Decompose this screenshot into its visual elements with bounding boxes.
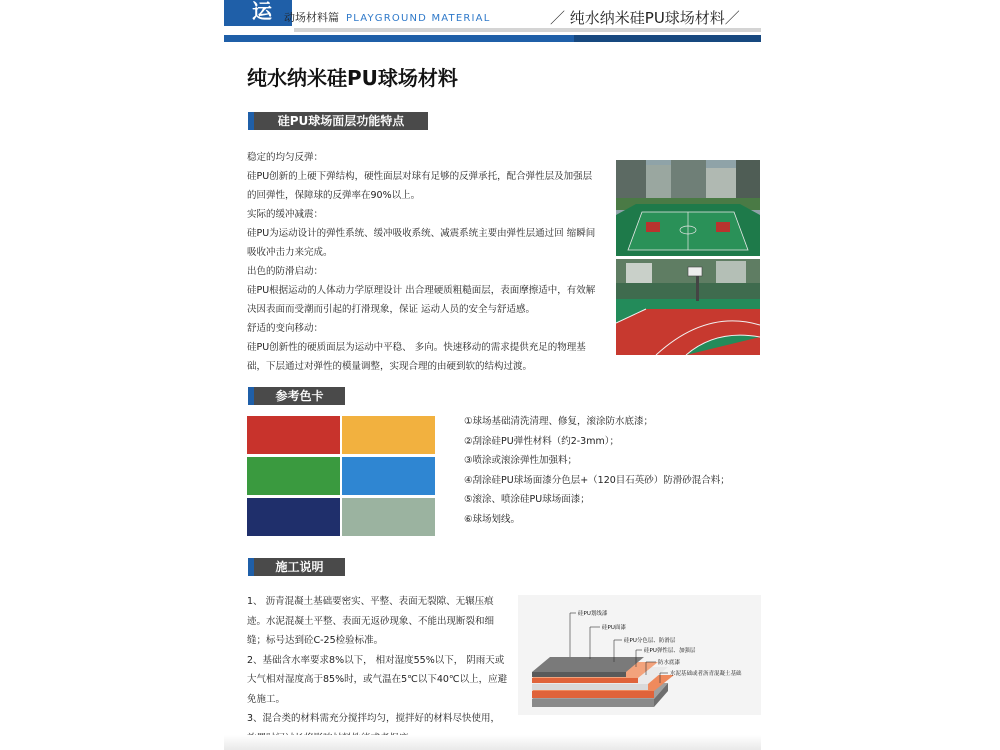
text-line: 实际的缓冲减震：: [247, 209, 324, 220]
court-photo-ground: [616, 259, 760, 355]
step-item: ③喷涂或滚涂弹性加强料；: [464, 455, 578, 466]
text-line: 硅PU创新的上硬下弹结构，硬性面层对球有足够的反弹承托，配合弹性层及加强层: [247, 171, 593, 182]
diagram-label: 水泥基础或者沥青混凝土基础: [670, 671, 742, 677]
page-title: 纯水纳米硅PU球场材料: [247, 66, 458, 90]
header-rule-grey: [294, 28, 761, 32]
logo-char: 运: [252, 0, 272, 23]
text-line: 1、 沥青混凝土基础要密实、平整、表面无裂隙、无辗压痕: [247, 596, 494, 607]
heading-label: 硅PU球场面层功能特点: [254, 112, 428, 130]
text-line: 吸收冲击力来完成。: [247, 247, 333, 258]
text-line: 硅PU根据运动的人体动力学原理设计 出合理硬质粗糙面层，表面摩擦适中，有效解: [247, 285, 596, 296]
header-product-title: ／ 纯水纳米硅PU球场材料／: [550, 9, 740, 27]
heading-label: 施工说明: [254, 558, 345, 576]
page-bottom-edge: [224, 735, 761, 750]
color-card: [247, 416, 437, 537]
swatch-navy: [247, 498, 340, 536]
diagram-label: 硅PU划线漆: [578, 611, 608, 617]
swatch-grey-green: [342, 498, 435, 536]
instructions-text: [247, 592, 513, 748]
text-line: 3、混合类的材料需充分搅拌均匀，搅拌好的材料尽快使用，: [247, 713, 501, 724]
text-line: 缝；标号达到砼C-25检验标准。: [247, 635, 384, 646]
text-line: 硅PU创新性的硬质面层为运动中平稳、 多向。快速移动的需求提供充足的物理基: [247, 342, 586, 353]
diagram-label: 硅PU分色层、防滑层: [624, 638, 676, 644]
step-item: ②刮涂硅PU弹性材料（约2-3mm）；: [464, 435, 619, 447]
features-text: [247, 148, 602, 376]
step-item: ④刮涂硅PU球场面漆分色层+（120目石英砂）防滑砂混合料；: [464, 474, 730, 486]
step-item: ⑤滚涂、喷涂硅PU球场面漆；: [464, 494, 590, 505]
header-rule-dark-blue: [574, 35, 761, 42]
swatch-blue: [342, 457, 435, 495]
swatch-red: [247, 416, 340, 454]
text-line: 出色的防滑启动：: [247, 266, 324, 277]
construction-steps: [464, 412, 730, 529]
swatch-yellow: [342, 416, 435, 454]
text-line: 硅PU为运动设计的弹性系统、缓冲吸收系统、减震系统主要由弹性层通过回 缩瞬间: [247, 228, 596, 239]
text-line: 大气相对湿度高于85%时，或气温在5℃以下40℃以上，应避: [247, 674, 508, 685]
text-line: 础，下层通过对弹性的模量调整，实现合理的由硬到软的结构过渡。: [247, 361, 533, 372]
document-page: [224, 0, 761, 750]
text-line: 迹。水泥混凝土平整、表面无返砂现象、不能出现断裂和细: [247, 615, 495, 627]
heading-label: 参考色卡: [254, 387, 345, 405]
header-category: 动场材料篇: [284, 11, 339, 24]
diagram-label: 硅PU面漆: [602, 625, 626, 631]
header-category-en: PLAYGROUND MATERIAL: [346, 13, 491, 24]
text-line: 决因表面而受潮而引起的打滑现象，保证 运动人员的安全与舒适感。: [247, 304, 536, 315]
swatch-green: [247, 457, 340, 495]
layer-structure-diagram: [518, 595, 761, 715]
text-line: 2、基础含水率要求8%以下， 相对湿度55%以下， 阴雨天或: [247, 654, 505, 666]
text-line: 免施工。: [247, 693, 286, 705]
text-line: 舒适的变向移动：: [247, 323, 324, 334]
step-item: ⑥球场划线。: [464, 513, 521, 525]
diagram-label: 硅PU弹性层、加强层: [644, 648, 696, 654]
text-line: 稳定的均匀反弹：: [247, 152, 324, 163]
header-logo: [224, 0, 278, 26]
text-line: 的回弹性，保障球的反弹率在90%以上。: [247, 190, 421, 201]
step-item: ①球场基础清洗清理、修复，滚涂防水底漆；: [464, 416, 654, 427]
diagram-label: 防水底漆: [658, 660, 681, 666]
court-photo-aerial: [616, 160, 760, 256]
